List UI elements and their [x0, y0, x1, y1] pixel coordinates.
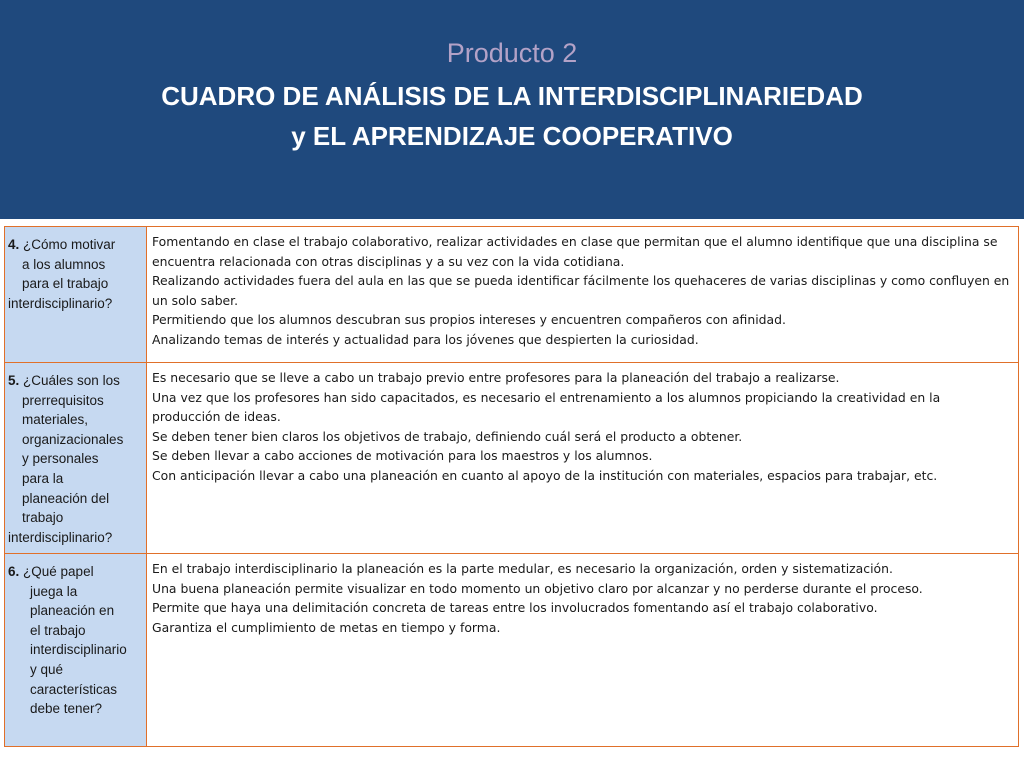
answer-cell — [147, 363, 1019, 554]
question-text: a los alumnos — [22, 256, 106, 272]
answer-paragraph: Es necesario que se lleve a cabo un trabajo previo entre profesores para la planeación del trabajo a realizarse. — [152, 370, 840, 385]
answer-cell — [147, 227, 1019, 363]
question-cell — [5, 227, 147, 363]
answer-paragraph: Garantiza el cumplimiento de metas en tiempo y forma. — [152, 619, 501, 635]
question-text: para la — [22, 470, 64, 486]
title-banner — [0, 0, 1024, 219]
answer-paragraph: Una vez que los profesores han sido capacitados, es necesario el entrenamiento a los alumnos propiciando la creatividad en la producción de ideas. — [152, 389, 941, 424]
answer-paragraph: Permitiendo que los alumnos descubran sus propios intereses y encuentren compañeros con afinidad. — [152, 312, 786, 327]
question-text: ¿Qué papel — [23, 564, 94, 579]
question-text: juega la — [30, 583, 78, 599]
slide-title-line-1: CUADRO DE ANÁLISIS DE LA INTERDISCIPLINARIEDAD — [161, 81, 863, 111]
question-text: prerrequisitos — [22, 392, 104, 408]
question-cell — [5, 363, 147, 554]
question-text: ¿Cuáles son los — [23, 373, 120, 388]
question-text: el trabajo — [30, 622, 86, 638]
question-text: trabajo — [22, 510, 64, 526]
analysis-table — [4, 226, 1019, 747]
question-text: interdisciplinario? — [8, 295, 113, 311]
answer-cell — [147, 554, 1019, 747]
answer-paragraph: Se deben tener bien claros los objetivos de trabajo, definiendo cuál será el producto a obtener. — [152, 428, 743, 444]
question-number: 4. — [8, 237, 20, 252]
question-text: interdisciplinario — [30, 642, 127, 658]
question-text: planeación en — [30, 603, 115, 619]
answer-paragraph: Realizando actividades fuera del aula en las que se pueda identificar fácilmente los quehaceres de varias disciplinas y como confluyen en un solo saber. — [152, 273, 1010, 308]
question-text: para el trabajo — [22, 276, 109, 292]
question-text: interdisciplinario? — [8, 529, 113, 545]
table-row — [5, 554, 1019, 747]
question-text: debe tener? — [30, 701, 103, 717]
slide-subtitle: Producto 2 — [446, 38, 578, 68]
question-text: y qué — [30, 661, 64, 677]
question-cell — [5, 554, 147, 747]
answer-paragraph: Una buena planeación permite visualizar en todo momento un objetivo claro por alcanzar y no perderse durante el proceso. — [152, 580, 923, 596]
answer-paragraph: Fomentando en clase el trabajo colaborativo, realizar actividades en clase que permitan que el alumno identifique que una disciplina se encuentra relacionada con otras disciplinas y a su vez con la vida cotidiana. — [152, 234, 998, 269]
answer-paragraph: Con anticipación llevar a cabo una planeación en cuanto al apoyo de la institución con materiales, espacios para trabajar, etc. — [152, 467, 938, 483]
question-number: 5. — [8, 373, 20, 388]
table-row — [5, 363, 1019, 554]
question-text: y personales — [22, 451, 99, 467]
question-text: ¿Cómo motivar — [23, 237, 116, 252]
answer-paragraph: Analizando temas de interés y actualidad para los jóvenes que despierten la curiosidad. — [152, 331, 699, 347]
question-text: organizacionales — [22, 431, 124, 447]
question-number: 6. — [8, 564, 20, 579]
answer-paragraph: Permite que haya una delimitación concreta de tareas entre los involucrados fomentando así el trabajo colaborativo. — [152, 600, 878, 615]
question-text: planeación del — [22, 490, 110, 506]
question-text: características — [30, 681, 118, 697]
answer-paragraph: Se deben llevar a cabo acciones de motivación para los maestros y los alumnos. — [152, 448, 653, 463]
table-row — [5, 227, 1019, 363]
answer-paragraph: En el trabajo interdisciplinario la planeación es la parte medular, es necesario la organización, orden y sistematización. — [152, 561, 893, 576]
slide-title-line-2: y EL APRENDIZAJE COOPERATIVO — [291, 121, 733, 151]
question-text: materiales, — [22, 412, 89, 428]
